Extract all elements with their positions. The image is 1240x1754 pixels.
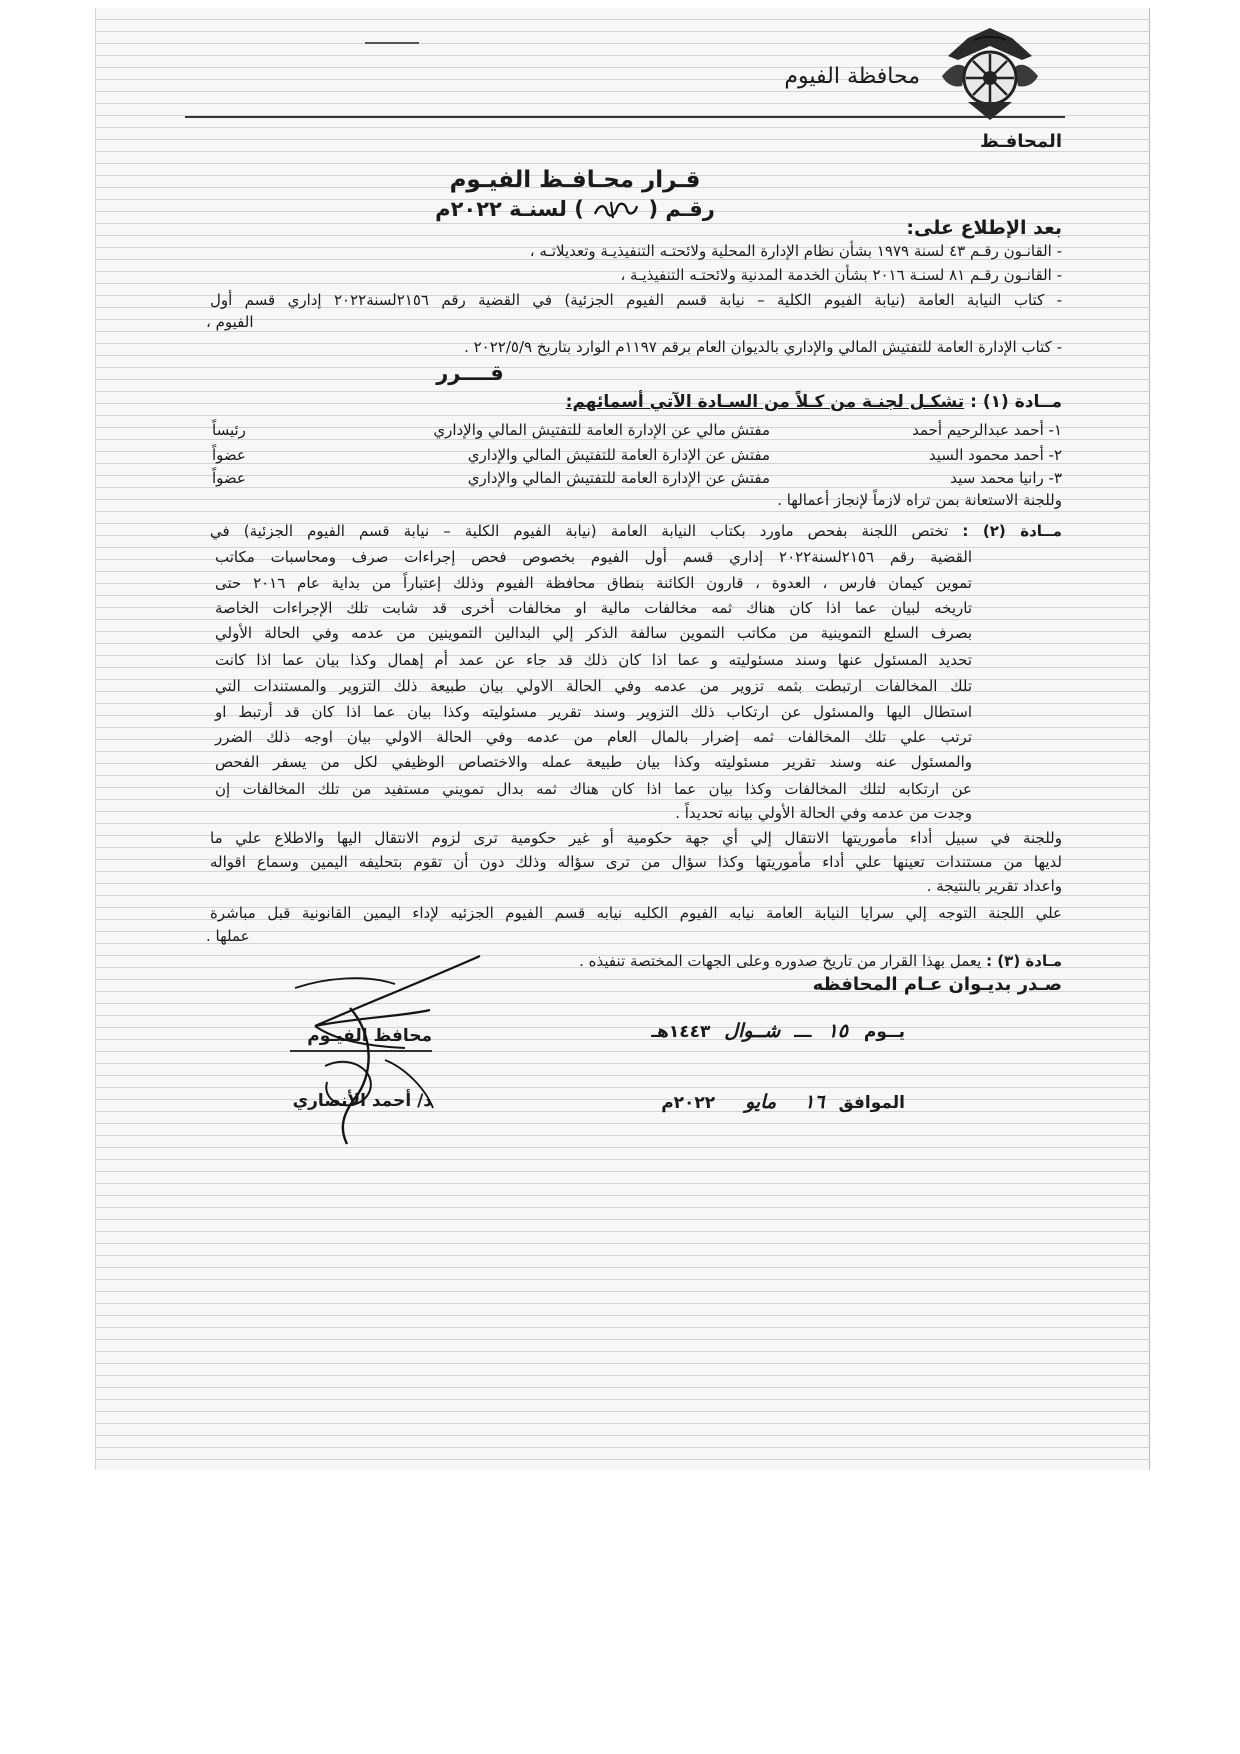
article2-line: وجدت من عدمه وفي الحالة الأولي بيانه تحديداً .	[675, 804, 972, 822]
office-title: المحافـظ	[980, 131, 1062, 152]
gregorian-year: ٢٠٢٢م	[661, 1093, 716, 1113]
article3-label: مـادة (٣) :	[986, 952, 1062, 970]
hijri-prefix: يــوم	[863, 1022, 905, 1042]
member-title: مفتش عن الإدارة العامة للتفتيش المالي والإداري	[467, 469, 770, 487]
article2-line: ترتب علي تلك المخالفات ثمه إضرار بالمال العام من عدمه وفي الحالة الاولي بيان اوجه ذلك الضرر	[215, 728, 972, 746]
article2-paragraph3-line: علي اللجنة التوجه إلي سرايا النيابة العامة نيابه الفيوم الكليه نيابه قسم الفيوم الجزئيه لإداء اليمين القانونية قبل مباشرة	[210, 904, 1062, 922]
article2-label: مــادة (٢) :	[962, 522, 1062, 540]
signature-title: محافظ الفيـوم	[307, 1026, 432, 1046]
hijri-separator: ـــ	[794, 1022, 812, 1042]
article2-paragraph2-line: لديها من مستندات تعينها علي أداء مأموريتها وكذا سؤال من ترى سؤاله وذلك دون أن تقوم بتحليفه اليمين وسماع اقواله	[210, 853, 1062, 871]
hijri-month: شــوال	[724, 1020, 781, 1042]
decree-number-handwriting	[591, 198, 641, 222]
article2-line: والمسئول عنه وسند تقرير مسئوليته وكذا بيان طبيعة عمله والاختصاص الوظيفي لكل من يسفر الفحص	[215, 753, 972, 771]
article2-line: بصرف السلع التموينية من مكاتب التموين سالفة الذكر إلي البدالين التموينين من عدمه وفي الحالة الأولي	[215, 624, 972, 642]
article3-text: يعمل بهذا القرار من تاريخ صدوره وعلى الجهات المختصة تنفيذه .	[579, 952, 982, 970]
hijri-day: ١٥	[827, 1020, 848, 1042]
article2-paragraph3-line: عملها .	[206, 927, 250, 945]
article1-label: مــادة (١) :	[970, 392, 1062, 412]
article2-line: تموين كيمان فارس ، العدوة ، قارون الكائنة بنطاق محافظة الفيوم وذلك إعتباراً من بداية عام ٢٠١٦ حتى	[215, 574, 972, 592]
article2-line: تحديد المسئول عنها وسند مسئوليته و عما اذا كان ذلك قد جاء عن عمد أم إهمال وكذا بيان عما اذا كانت	[215, 651, 972, 669]
decided-heading: قــــرر	[436, 361, 504, 385]
preamble-heading: بعد الإطلاع على:	[906, 217, 1062, 239]
signature-name: د/ أحمد الأنصاري	[292, 1091, 432, 1111]
gregorian-day: ١٦	[804, 1091, 825, 1113]
signature-scribble	[255, 948, 505, 1148]
member-role: عضواً	[212, 469, 246, 487]
member-name: ٢- أحمد محمود السيد	[928, 446, 1062, 464]
article2-line: تلك المخالفات ارتبطت بثمه تزوير من عدمه وفي الحالة الاولي بيان طبيعة ذلك التزوير والمستندات التي	[215, 677, 972, 695]
decree-number-close: ) لسنـة ٢٠٢٢م	[435, 197, 584, 221]
article1-note: وللجنة الاستعانة بمن تراه لازماً لإنجاز أعمالها .	[777, 491, 1062, 509]
issued-line: صـدر بديـوان عـام المحافظه	[812, 974, 1062, 995]
preamble-item: - القانـون رقـم ٨١ لسنـة ٢٠١٦ بشأن الخدمة المدنية ولائحتـه التنفيذيـة ،	[620, 266, 1062, 284]
preamble-item-continuation: الفيوم ،	[206, 313, 254, 331]
article2-line: تاريخه لبيان عما اذا كان هناك ثمه مخالفات مالية او مخالفات أخرى قد شابت تلك الإجراءات الخاصة	[215, 599, 972, 617]
decree-title: قـرار محـافـظ الفيـوم	[449, 167, 701, 193]
member-role: رئيساً	[212, 421, 246, 439]
hijri-date	[651, 1018, 905, 1045]
article2-line: عن ارتكابه لتلك المخالفات وكذا بيان عما اذا كان هناك ثمه بدال تمويني مستفيد من تلك المخالفات إن	[215, 780, 972, 798]
article2-paragraph2-line: واعداد تقرير بالنتيجة .	[926, 877, 1062, 895]
decree-number-line	[380, 194, 770, 224]
member-title: مفتش عن الإدارة العامة للتفتيش المالي والإداري	[467, 446, 770, 464]
preamble-item: - كتاب الإدارة العامة للتفتيش المالي والإداري بالديوان العام برقم ١١٩٧م الوارد بتاريخ ٢٠٢٢/٥/٩ .	[464, 338, 1062, 356]
preamble-item: - كتاب النيابة العامة (نيابة الفيوم الكلية – نيابة قسم الفيوم الجزئية) في القضية رقم ٢١٥٦لسنة٢٠٢٢ إداري قسم أول	[210, 291, 1062, 309]
article2-line: استطال اليها والمسئول عن ارتكاب ذلك التزوير وسند تقرير مسئوليته وكذا بيان عما اذا كان قد أرتبط او	[215, 703, 972, 721]
member-name: ١- أحمد عبدالرحيم أحمد	[912, 421, 1062, 439]
governorate-logo	[938, 16, 1042, 124]
hijri-year: ١٤٤٣هـ	[651, 1022, 711, 1042]
member-role: عضواً	[212, 446, 246, 464]
gregorian-date	[661, 1089, 905, 1116]
decree-number-open: رقـم (	[648, 197, 715, 221]
preamble-item: - القانـون رقـم ٤٣ لسنة ١٩٧٩ بشأن نظام الإدارة المحلية ولائحتـه التنفيذيـة وتعديلاتـه ،	[529, 242, 1062, 260]
member-title: مفتش مالي عن الإدارة العامة للتفتيش المالي والإداري	[433, 421, 770, 439]
member-name: ٣- رانيا محمد سيد	[950, 469, 1062, 487]
gregorian-prefix: الموافق	[838, 1093, 905, 1113]
header-rule	[185, 116, 1065, 118]
article1-heading	[566, 390, 1062, 414]
article2-text: تختص اللجنة بفحص ماورد بكتاب النيابة العامة (نيابة الفيوم الكلية – نيابة قسم الفيوم الجزئية) في	[210, 522, 949, 540]
article1-text: تشكـل لجنـة من كـلاً من السـادة الآتي أسمائهم:	[565, 392, 965, 412]
article2-line: القضية رقم ٢١٥٦لسنة٢٠٢٢ إداري قسم أول الفيوم بخصوص فحص إجراءات صرف ومحاسبات مكاتب	[215, 548, 972, 566]
scan-mark	[365, 42, 419, 44]
article2-first-line	[210, 521, 1062, 541]
gregorian-month: مايو	[745, 1091, 777, 1113]
governorate-name: محافظة الفيوم	[784, 64, 920, 89]
article2-paragraph2-line: وللجنة في سبيل أداء مأموريتها الانتقال إلي أي جهة حكومية أو غير حكومية ترى لزوم الانتقال اليها والاطلاع علي ما	[210, 829, 1062, 847]
article3	[579, 951, 1062, 971]
